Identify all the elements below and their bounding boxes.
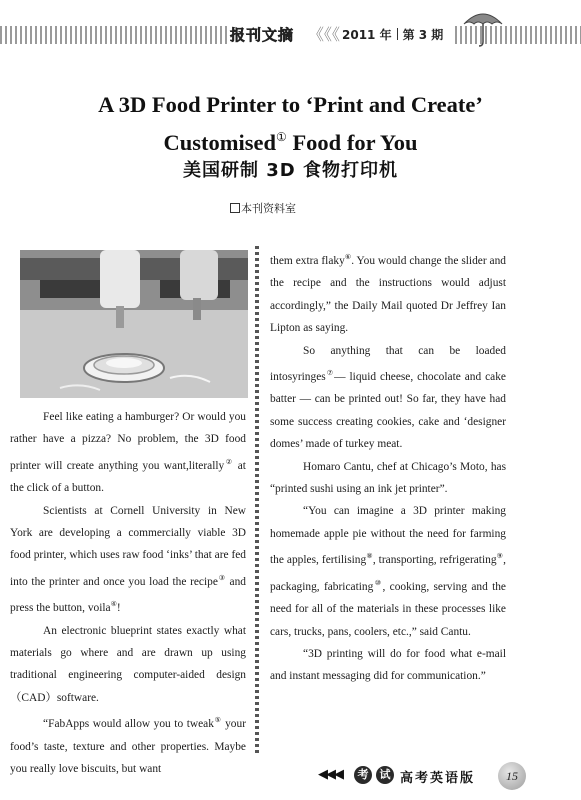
issue-separator — [397, 28, 398, 40]
text: Scientists at Cornell University in New York are developing a commercially viable 3D food printer, which uses raw food ‘inks’ that are fed into the printer and once you load the recipe — [10, 504, 246, 588]
paragraph — [10, 620, 246, 710]
title-note-marker: ① — [276, 130, 287, 144]
column-divider — [252, 246, 262, 754]
text: “FabApps would allow you to tweak — [43, 718, 214, 731]
text: . You would change the slider and the recipe and the instructions would adjust accordingly,” the Daily Mail quoted Dr Jeffrey Ian Lipton as saying. — [270, 255, 506, 335]
text: , transporting, refrigerating — [372, 554, 497, 567]
text: So anything that can be loaded intosyringes — [270, 344, 506, 384]
footer-badge: 试 — [376, 766, 394, 784]
umbrella-icon — [460, 8, 506, 48]
header-hatch-left — [0, 26, 228, 44]
3d-food-printer-photo — [20, 250, 248, 398]
paragraph — [270, 456, 506, 501]
issue-number: 第 3 期 — [402, 28, 444, 42]
text: your food’s taste, texture and other properties. Maybe you really love biscuits, but want — [10, 718, 246, 776]
title-part-b: Food for You — [286, 130, 418, 155]
note-marker: ⑨ — [496, 552, 504, 561]
issue-year: 2011 年 — [342, 28, 392, 42]
article-title — [0, 88, 581, 159]
text: — liquid cheese, chocolate and cake batter — can be printed out! So far, they have had some success creating cookies, cake and ‘designer domes’ made of turkey meat. — [270, 371, 506, 451]
text: , cooking, serving and the need for all of the materials in these processes like cars, trucks, pans, coolers, etc.,” said Cantu. — [270, 580, 506, 638]
chinese-title: 美国研制 3D 食物打印机 — [183, 160, 398, 181]
text: “You can imagine a 3D printer making homemade apple pie without the need for farming the apples, fertilising — [270, 505, 506, 567]
journal-name: 报刊文摘 — [230, 26, 295, 44]
title-part-a: Customised — [163, 130, 277, 155]
footer-arrows-icon: ◀◀◀ — [318, 767, 342, 782]
text: at the click of a button. — [10, 459, 246, 495]
paragraph — [10, 406, 246, 500]
note-marker: ⑥ — [344, 253, 352, 261]
title-line-2 — [0, 121, 581, 159]
right-column — [270, 246, 506, 688]
paragraph — [10, 500, 246, 620]
note-marker: ⑩ — [373, 578, 383, 587]
magazine-name: 高考英语版 — [400, 771, 476, 786]
byline-text: 本刊资料室 — [241, 202, 296, 215]
paragraph — [270, 643, 506, 688]
paragraph — [270, 340, 506, 456]
paragraph — [270, 246, 506, 340]
note-marker: ⑤ — [213, 716, 222, 725]
page-footer — [318, 764, 528, 788]
note-marker: ② — [224, 457, 234, 466]
paragraph — [10, 709, 246, 780]
note-marker: ⑦ — [325, 369, 335, 378]
footer-badge: 考 — [354, 766, 372, 784]
note-marker: ④ — [110, 600, 117, 609]
text: them extra flaky — [270, 255, 345, 267]
issue-info — [342, 22, 443, 48]
left-column — [10, 406, 246, 781]
photo-illustration — [20, 250, 248, 398]
text: , packaging, fabricating — [270, 554, 506, 593]
title-line-1: A 3D Food Printer to ‘Print and Create’ — [98, 92, 483, 117]
header-chevrons: 《《《 — [308, 25, 341, 44]
note-marker: ⑧ — [366, 552, 373, 561]
byline — [230, 200, 430, 216]
text: An electronic blueprint states exactly what materials go where and are drawn up using traditional engineering computer-aided design（CAD）software. — [10, 624, 246, 704]
paragraph — [270, 500, 506, 642]
text: and press the button, voila — [10, 575, 246, 615]
text: ! — [116, 602, 121, 615]
text: Homaro Cantu, chef at Chicago’s Moto, has “printed sushi using an ink jet printer”. — [270, 460, 506, 496]
byline-box-icon — [230, 203, 240, 213]
text: “3D printing will do for food what e-mail and instant messaging did for communication.” — [270, 647, 506, 683]
note-marker: ③ — [217, 573, 226, 582]
page-number: 15 — [498, 762, 526, 790]
text: Feel like eating a hamburger? Or would you rather have a pizza? No problem, the 3D food printer will create anything you want,literally — [10, 411, 246, 472]
